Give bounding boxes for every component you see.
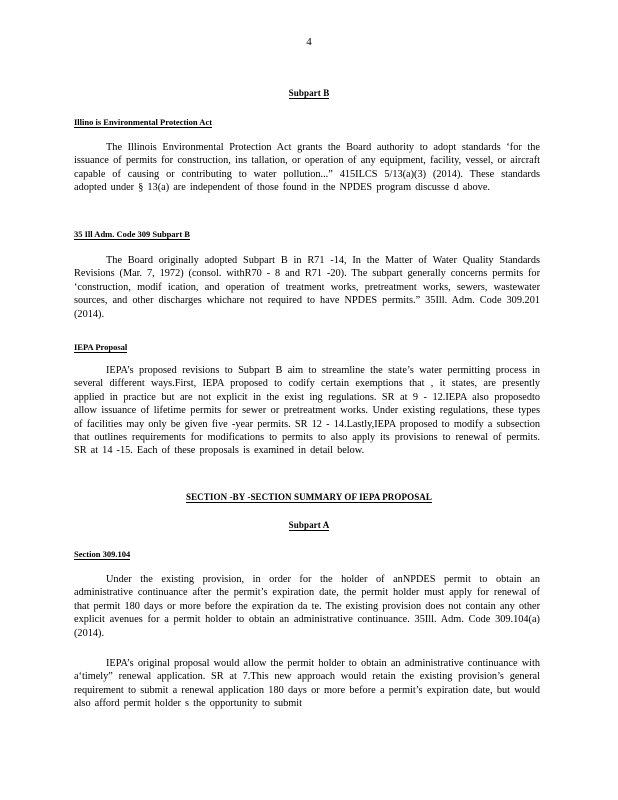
heading-subpart-b xyxy=(0,88,618,98)
heading-iepa-proposal-text: IEPA Proposal xyxy=(74,342,128,352)
paragraph-iepa-revisions: IEPA’s proposed revisions to Subpart B aim to streamline the state’s water permitting process in several different ways.First, IEPA proposed to codify certain exemptions that , it states, are presently applied in practice but are not explicit in the exist ing regulations. SR at 9 - 12.IEPA also proposedto allow issuance of lifetime permits for sewer or pretreatment works. Under existing regulations, these types of facilities may only be given five -year permits. SR 12 - 14.Lastly,IEPA proposed to modify a subsection that outlines requirements for modifications to permits to also apply its provisions to renewal of permits. SR at 14 -15. Each of these proposals is examined in detail below. xyxy=(74,365,540,457)
paragraph-act-authority: The Illinois Environmental Protection Act grants the Board authority to adopt standards ‘for the issuance of permits for construction, ins tallation, or operation of any equipment, facility, vessel, or aircraft capable of causing or contributing to water pollution...” 415ILCS 5/13(a)(3) (2014). These standards adopted under § 13(a) are independent of those found in the NPDES program discusse d above. xyxy=(74,142,540,194)
heading-subpart-b-text: Subpart B xyxy=(288,88,330,98)
paragraph-existing-provision: Under the existing provision, in order for the holder of anNPDES permit to obtain an administrative continuance after the permit’s expiration date, the permit holder must apply for renewal of that permit 180 days or more before the expiration da te. The existing provision does not contain any other explicit avenues for a permit holder to obtain an administrative continuance. 35Ill. Adm. Code 309.104(a) (2014). xyxy=(74,574,540,639)
paragraph-original-proposal: IEPA’s original proposal would allow the permit holder to obtain an administrative continuance with a‘timely” renewal application. SR at 7.This new approach would retain the existing provision’s general requirement to submit a renewal application 180 days or more before a permit’s expiration date, but would also afford permit holder s the opportunity to submit xyxy=(74,658,540,710)
heading-subpart-a-text: Subpart A xyxy=(288,520,330,530)
heading-section-309-104 xyxy=(74,549,130,559)
heading-section-309-104-text: Section 309.104 xyxy=(74,549,131,559)
heading-subpart-a xyxy=(0,520,618,530)
heading-section-summary xyxy=(0,492,618,502)
heading-iepa-proposal xyxy=(74,342,127,352)
heading-illinois-act-text: Illino is Environmental Protection Act xyxy=(74,117,213,127)
page-number: 4 xyxy=(306,36,312,48)
paragraph-subpart-b-origin: The Board originally adopted Subpart B in R71 -14, In the Matter of Water Quality Standards Revisions (Mar. 7, 1972) (consol. withR70 - 8 and R71 -20). The subpart generally concerns permits for ‘construction, modif ication, and operation of treatment works, pretreatment works, sewers, wastewater sources, and other discharges whichare not required to have NPDES permits.” 35Ill. Adm. Code 309.201 (2014). xyxy=(74,255,540,320)
heading-code-309-text: 35 Ill Adm. Code 309 Subpart B xyxy=(74,229,190,239)
heading-illinois-act xyxy=(74,117,212,127)
heading-section-summary-text: SECTION -BY -SECTION SUMMARY OF IEPA PROPOSAL xyxy=(185,492,433,502)
heading-code-309-subpart-b xyxy=(74,229,190,239)
